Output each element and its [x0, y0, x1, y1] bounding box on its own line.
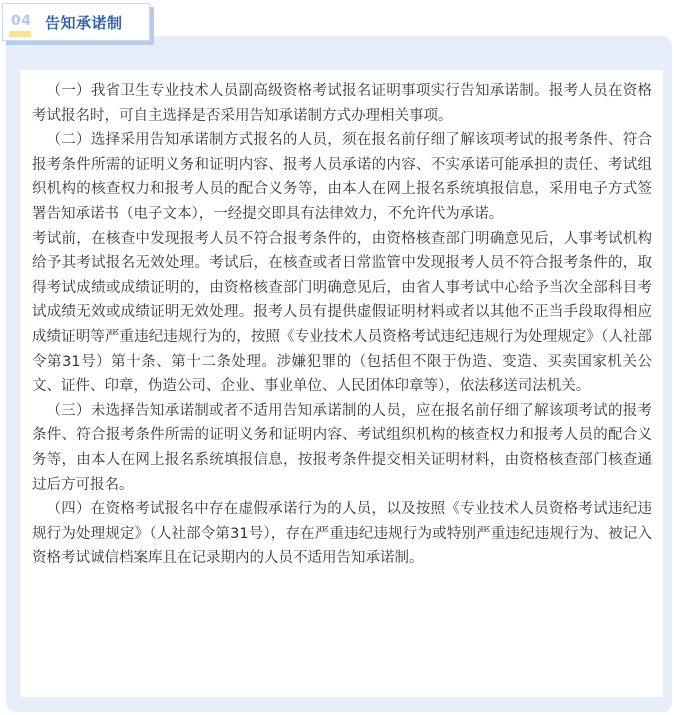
paragraph-4: （三）未选择告知承诺制或者不适用告知承诺制的人员，应在报名前仔细了解该项考试的报考条件、符合报考条件所需的证明义务和证明内容、考试组织机构的核查权力和报考人员的配合义务等，由本人在网上报名系统填报信息，按报考条件提交相关证明材料，由资格核查部门核查通过后方可报名。 [32, 402, 652, 493]
section-title: 告知承诺制 [45, 14, 123, 32]
article-body [32, 79, 652, 571]
paragraph-1: （一）我省卫生专业技术人员副高级资格考试报名证明事项实行告知承诺制。报考人员在资格考试报名时，可自主选择是否采用告知承诺制方式办理相关事项。 [32, 83, 652, 124]
paragraph-5: （四）在资格考试报名中存在虚假承诺行为的人员，以及按照《专业技术人员资格考试违纪违规行为处理规定》（人社部令第31号），存在严重违纪违规行为或特别严重违纪违规行为、被记入资格考试诚信档案库且在记录期内的人员不适用告知承诺制。 [32, 501, 652, 567]
paragraph-3: 考试前，在核查中发现报考人员不符合报考条件的，由资格核查部门明确意见后，人事考试机构给予其考试报名无效处理。考试后，在核查或者日常监管中发现报考人员不符合报考条件的，取得考试成绩或成绩证明的，由资格核查部门明确意见后，由省人事考试中心给予当次全部科目考试成绩无效或成绩证明无效处理。报考人员有提供虚假证明材料或者以其他不正当手段取得相应成绩证明等严重违纪违规行为的，按照《专业技术人员资格考试违纪违规行为处理规定》（人社部令第31号）第十条、第十二条处理。涉嫌犯罪的（包括但不限于伪造、变造、买卖国家机关公文、证件、印章，伪造公司、企业、事业单位、人民团体印章等），依法移送司法机关。 [32, 230, 652, 395]
section-number: 04 [11, 13, 32, 29]
section-header [2, 3, 150, 41]
section-number-highlight [9, 31, 31, 37]
content-panel [20, 70, 663, 697]
paragraph-2: （二）选择采用告知承诺制方式报名的人员，须在报名前仔细了解该项考试的报考条件、符合报考条件所需的证明义务和证明内容、报考人员承诺的内容、不实承诺可能承担的责任、考试组织机构的核查权力和报考人员的配合义务等，由本人在网上报名系统填报信息，采用电子方式签署告知承诺书（电子文本），一经提交即具有法律效力，不允许代为承诺。 [32, 132, 652, 222]
